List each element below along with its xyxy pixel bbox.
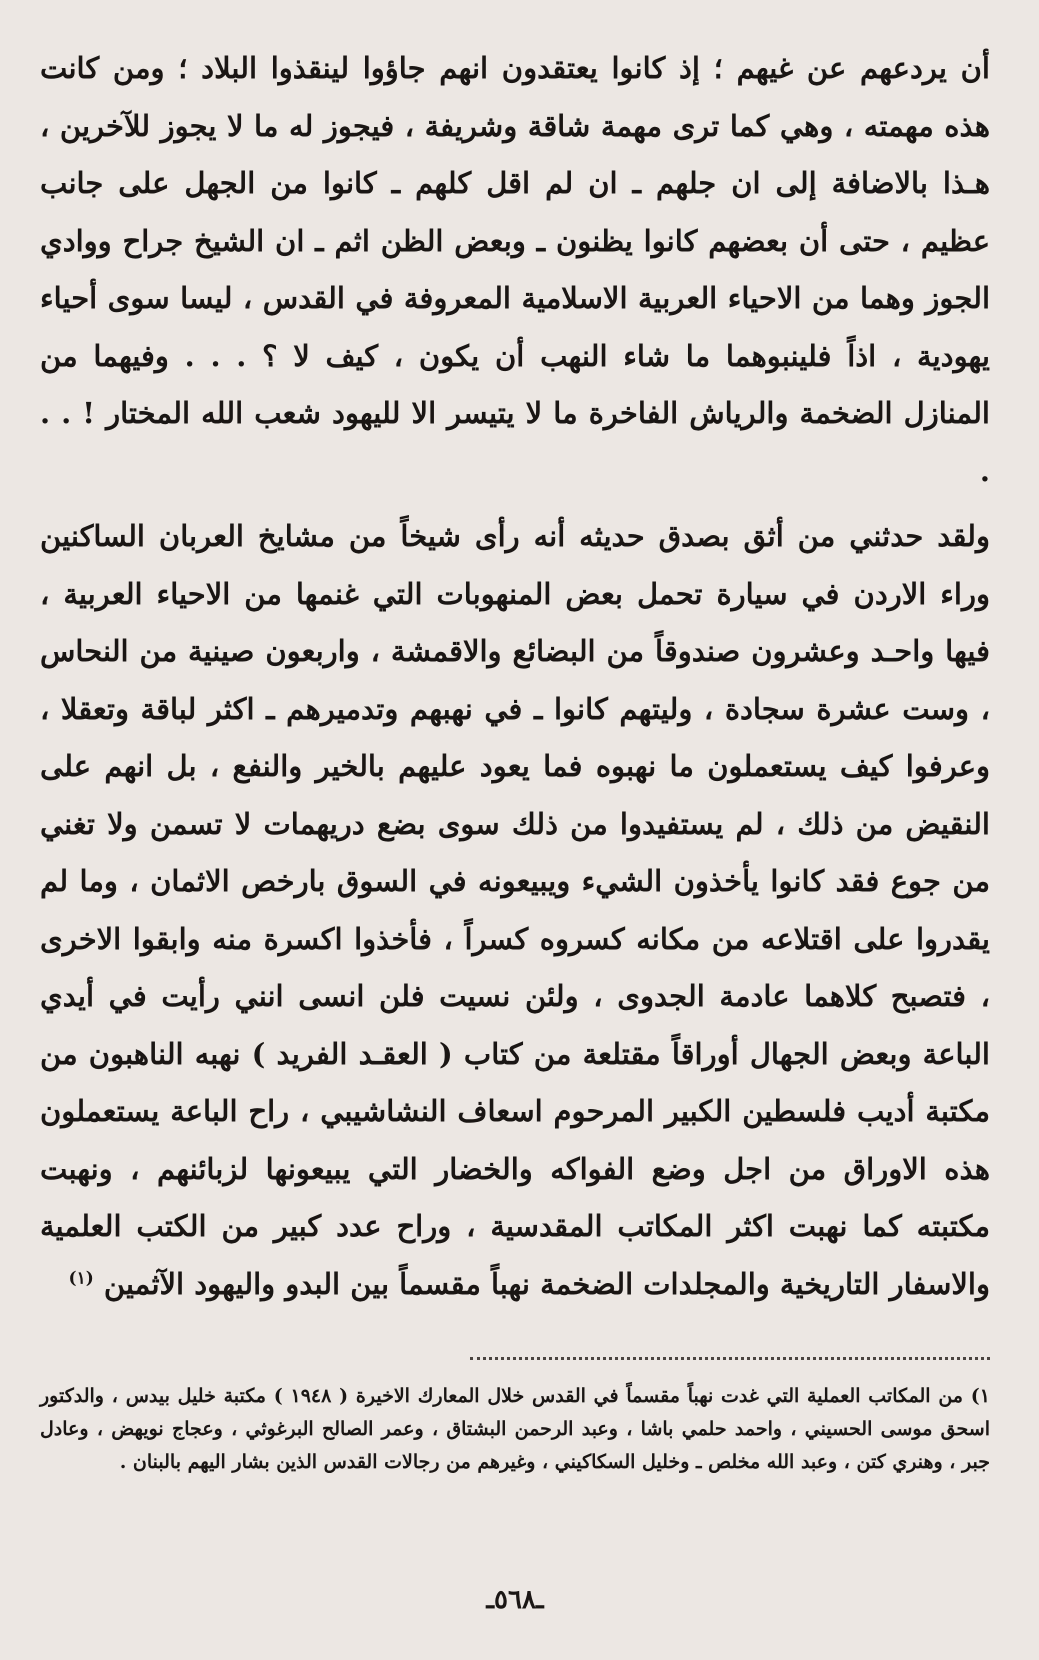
footnote-reference: (١) <box>68 1267 94 1288</box>
footnote-text: ١) من المكاتب العملية التي غدت نهباً مقسماً في القدس خلال المعارك الاخيرة ( ١٩٤٨ ) مكتبة خليل بيدس ، والدكتور اسحق موسى الحسيني ، واحمد حلمي باشا ، وعبد الرحمن البشتاق ، وعمر الصالح البرغوثي ، وعجاج نويهض ، وعادل جبر ، وهنري كتن ، وعبد الله مخلص ـ وخليل السكاكيني ، وغيرهم من رجالات القدس الذين بشار اليهم بالبنان . <box>40 1385 990 1473</box>
footnote-divider <box>470 1357 990 1360</box>
paragraph-1-text: أن يردعهم عن غيهم ؛ إذ كانوا يعتقدون انهم جاؤوا لينقذوا البلاد ؛ ومن كانت هذه مهمته ، وهي كما ترى مهمة شاقة وشريفة ، فيجوز له ما لا يجوز للآخرين ، هـذا بالاضافة إلى ان جلهم ـ ان لم اقل كلهم ـ كانوا من الجهل على جانب عظيم ، حتى أن بعضهم كانوا يظنون ـ وبعض الظن اثم ـ ان الشيخ جراح ووادي الجوز وهما من الاحياء العربية الاسلامية المعروفة في القدس ، ليسا سوى أحياء يهودية ، اذاً فلينبوهما ما شاء النهب أن يكون ، كيف لا ؟ . . . وفيهما من المنازل الضخمة والرياش الفاخرة ما لا يتيسر الا لليهود شعب الله المختار ! . . . <box>40 51 990 488</box>
page-number: ـ٥٦٨ـ <box>486 1585 544 1615</box>
paragraph-2-text: ولقد حدثني من أثق بصدق حديثه أنه رأى شيخاً من مشايخ العربان الساكنين وراء الاردن في سيارة تحمل بعض المنهوبات التي غنمها من الاحياء العربية ، فيها واحـد وعشرون صندوقاً من البضائع والاقمشة ، واربعون صينية من النحاس ، وست عشرة سجادة ، وليتهم كانوا ـ في نهبهم وتدميرهم ـ اكثر لباقة وتعقلا ، وعرفوا كيف يستعملون ما نهبوه فما يعود عليهم بالخير والنفع ، بل انهم على النقيض من ذلك ، لم يستفيدوا من ذلك سوى بضع دريهمات لا تسمن ولا تغني من جوع فقد كانوا يأخذون الشيء ويبيعونه في السوق بارخص الاثمان ، وما لم يقدروا على اقتلاعه من مكانه كسروه كسراً ، فأخذوا اكسرة منه وابقوا الاخرى ، فتصبح كلاهما عادمة الجدوى ، ولئن نسيت فلن انسى انني رأيت في أيدي الباعة وبعض الجهال أوراقاً مقتلعة من كتاب ( العقـد الفريد ) نهبه الناهبون من مكتبة أديب فلسطين الكبير المرحوم اسعاف النشاشيبي ، راح الباعة يستعملون هذه الاوراق من اجل وضع الفواكه والخضار التي يبيعونها لزبائنهم ، ونهبت مكتبته كما نهبت اكثر المكاتب المقدسية ، وراح عدد كبير من الكتب العلمية والاسفار التاريخية والمجلدات الضخمة نهباً مقسماً بين البدو واليهود الآثمين <box>40 519 990 1301</box>
footnote <box>40 1380 990 1479</box>
body-paragraph-1 <box>40 40 990 500</box>
book-page <box>40 40 990 1620</box>
body-paragraph-2 <box>40 508 990 1313</box>
